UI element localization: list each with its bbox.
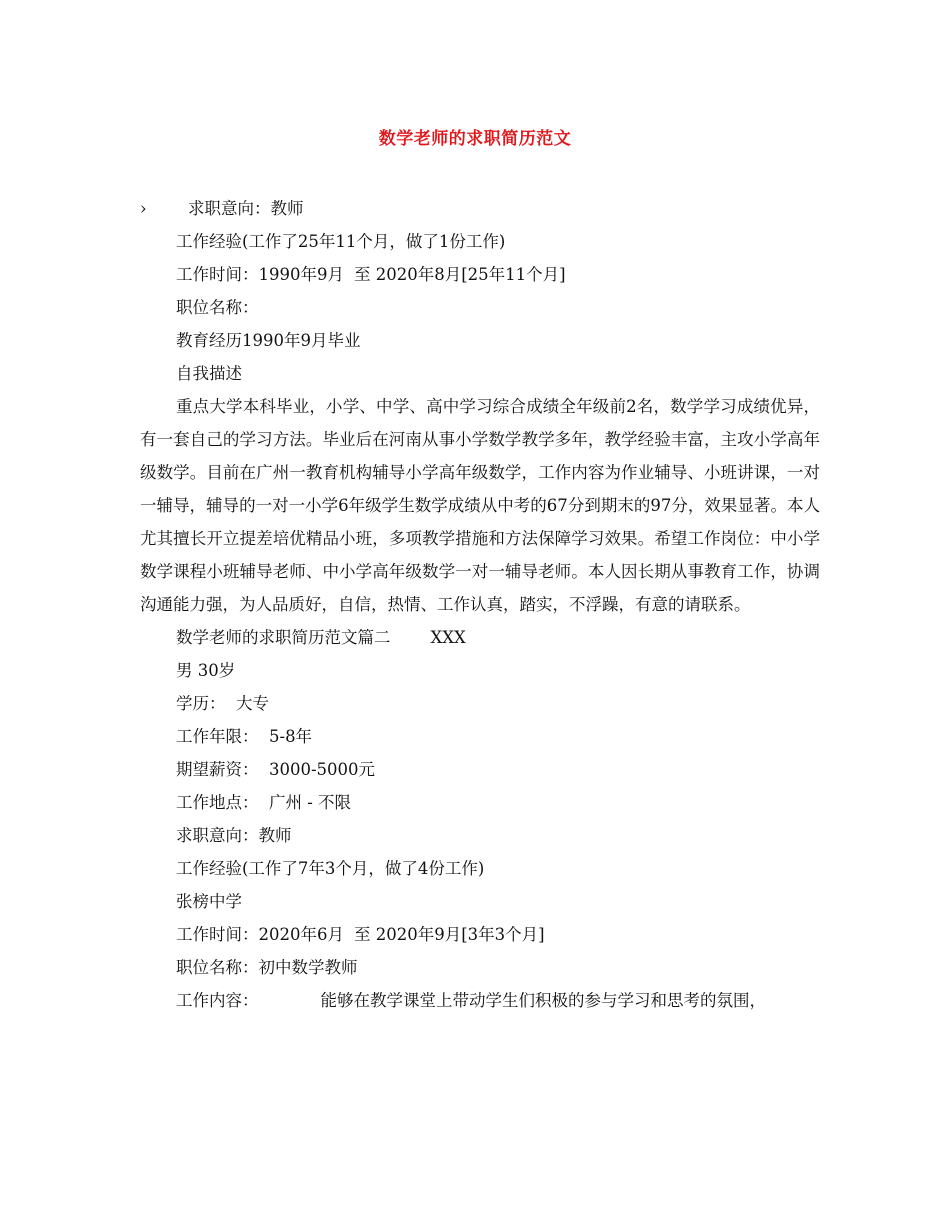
content-label: 工作内容：: [176, 991, 259, 1010]
years-line: 工作年限： 5-8年: [176, 727, 313, 746]
worktime2-end: 至 2020年9月[3年3个月]: [354, 925, 545, 944]
section2-heading-line: [140, 621, 820, 654]
section2-title: 数学老师的求职简历范文篇二: [176, 628, 391, 647]
objective-text: 求职意向：教师: [188, 199, 304, 218]
self-description-heading: 自我描述: [176, 364, 242, 383]
chevron-right-icon: ›: [140, 199, 147, 218]
location-line: 工作地点： 广州 - 不限: [176, 793, 352, 812]
objective2-line: 求职意向：教师: [176, 826, 292, 845]
worktime-start: 工作时间：1990年9月: [176, 265, 344, 284]
worktime-line: [140, 258, 820, 291]
experience2-line: 工作经验(工作了7年3个月，做了4份工作): [176, 859, 485, 878]
salary-line: 期望薪资： 3000-5000元: [176, 760, 376, 779]
section2-name: XXX: [430, 628, 466, 647]
school-line: 张榜中学: [176, 892, 242, 911]
document-title: 数学老师的求职简历范文: [378, 129, 572, 149]
content-line: [140, 984, 820, 1017]
content-text: 能够在教学课堂上带动学生们积极的参与学习和思考的氛围，: [320, 991, 766, 1010]
document-body: [140, 192, 820, 1017]
experience-line: 工作经验(工作了25年11个月，做了1份工作): [176, 232, 506, 251]
self-description-paragraph: 重点大学本科毕业，小学、中学、高中学习综合成绩全年级前2名，数学学习成绩优异，有一套自己的学习方法。毕业后在河南从事小学数学教学多年，教学经验丰富，主攻小学高年级数学。目前在广州一教育机构辅导小学高年级数学，工作内容为作业辅导、小班讲课，一对一辅导，辅导的一对一小学6年级学生数学成绩从中考的67分到期末的97分，效果显著。本人尤其擅长开立提差培优精品小班，多项教学措施和方法保障学习效果。希望工作岗位：中小学数学课程小班辅导老师、中小学高年级数学一对一辅导老师。本人因长期从事教育工作，协调沟通能力强，为人品质好，自信，热情、工作认真，踏实，不浮躁，有意的请联系。: [140, 397, 820, 614]
objective-line: [140, 192, 820, 225]
worktime2-line: [140, 918, 820, 951]
worktime-end: 至 2020年8月[25年11个月]: [354, 265, 566, 284]
degree-line: 学历： 大专: [176, 694, 269, 713]
position-line: 职位名称：: [176, 298, 259, 317]
worktime2-start: 工作时间：2020年6月: [176, 925, 344, 944]
position2-line: 职位名称：初中数学教师: [176, 958, 358, 977]
education-line: 教育经历1990年9月毕业: [176, 331, 361, 350]
gender-age-line: 男 30岁: [176, 661, 236, 680]
